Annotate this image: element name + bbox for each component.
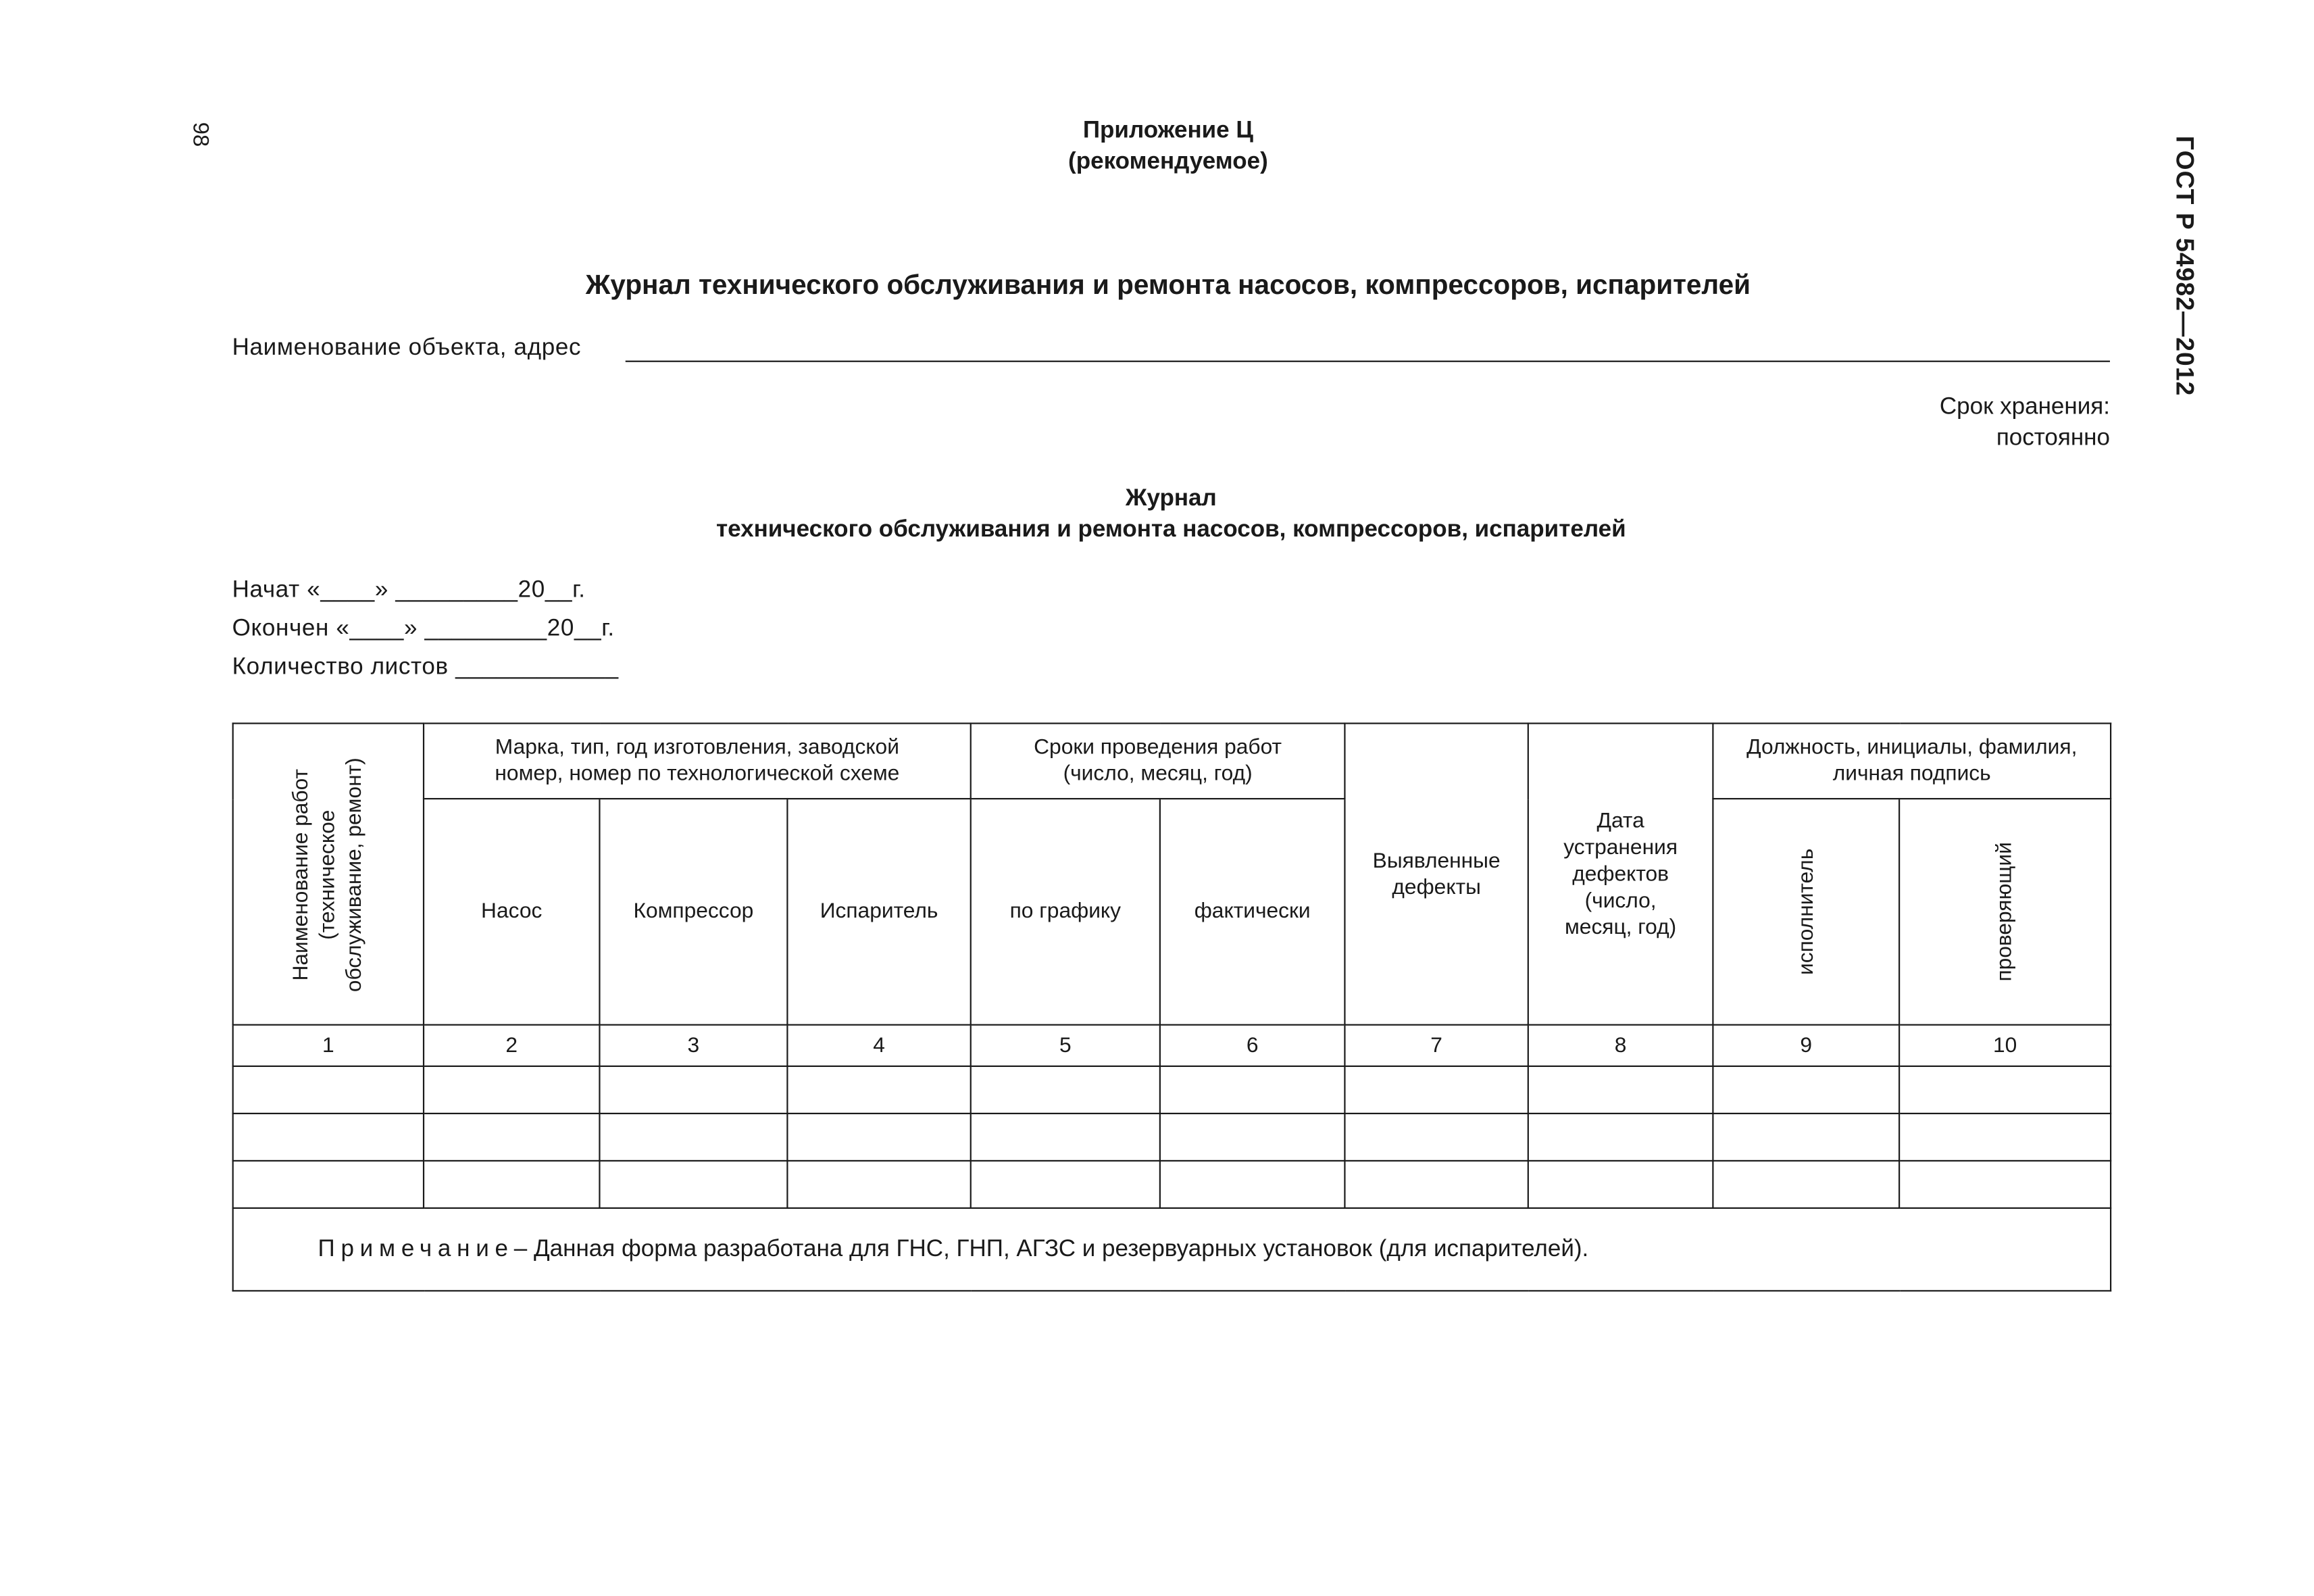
table-cell[interactable]	[787, 1114, 970, 1161]
header-work-name-line: обслуживание, ремонт)	[343, 757, 367, 992]
table-cell[interactable]	[599, 1066, 787, 1114]
column-number: 8	[1528, 1025, 1713, 1066]
note-label: Примечание	[318, 1236, 514, 1262]
journal-title-line1: Журнал	[1125, 486, 1217, 512]
note-cell	[233, 1208, 2111, 1291]
note-text: – Данная форма разработана для ГНС, ГНП, АГЗС и резервуарных установок (для испарителей).	[513, 1236, 1589, 1262]
sheets-field: Количество листов ____________	[232, 654, 619, 680]
main-title: Журнал технического обслуживания и ремонта насосов, компрессоров, испарителей	[585, 269, 1751, 300]
appendix-subtitle: (рекомендуемое)	[1068, 149, 1268, 175]
table-cell[interactable]	[424, 1161, 599, 1208]
header-person-line: Должность, инициалы, фамилия,	[1746, 736, 2078, 760]
note-row	[233, 1208, 2111, 1291]
header-executor-text: исполнитель	[1794, 848, 1818, 975]
object-address-line	[626, 337, 2110, 362]
header-checker-text: проверяющий	[1993, 842, 2017, 982]
table-cell[interactable]	[971, 1161, 1160, 1208]
table-cell[interactable]	[1160, 1161, 1345, 1208]
header-actual: фактически	[1160, 799, 1345, 1025]
table-cell[interactable]	[787, 1161, 970, 1208]
column-number: 10	[1899, 1025, 2111, 1066]
storage-label: Срок хранения:	[1939, 394, 2110, 420]
table-cell[interactable]	[424, 1114, 599, 1161]
column-number: 4	[787, 1025, 970, 1066]
header-pump: Насос	[424, 799, 599, 1025]
page-number: 98	[187, 122, 213, 147]
header-person-line: личная подпись	[1832, 762, 1991, 787]
table-cell[interactable]	[599, 1114, 787, 1161]
object-label: Наименование объекта, адрес	[232, 335, 582, 361]
header-equipment-line: Марка, тип, год изготовления, заводской	[495, 736, 899, 760]
table-cell[interactable]	[1713, 1161, 1899, 1208]
header-work-name	[233, 724, 424, 1025]
table-cell[interactable]	[1899, 1161, 2111, 1208]
header-defects	[1344, 724, 1528, 1025]
table-cell[interactable]	[1160, 1114, 1345, 1161]
header-equipment-line: номер, номер по технологической схеме	[495, 762, 900, 787]
table-cell[interactable]	[787, 1066, 970, 1114]
header-checker	[1899, 799, 2111, 1025]
header-compressor: Компрессор	[599, 799, 787, 1025]
column-number: 5	[971, 1025, 1160, 1066]
journal-title-line2: технического обслуживания и ремонта насосов, компрессоров, испарителей	[715, 517, 1626, 543]
table-cell[interactable]	[971, 1066, 1160, 1114]
table-cell[interactable]	[1528, 1066, 1713, 1114]
table-cell[interactable]	[1344, 1161, 1528, 1208]
column-number: 1	[233, 1025, 424, 1066]
journal-table	[232, 722, 2112, 1291]
table-cell[interactable]	[1528, 1114, 1713, 1161]
table-cell[interactable]	[971, 1114, 1160, 1161]
table-row	[233, 1114, 2111, 1161]
header-evaporator: Испаритель	[787, 799, 970, 1025]
header-fix-date-line: устранения	[1563, 835, 1678, 859]
table-cell[interactable]	[1344, 1114, 1528, 1161]
header-fix-date	[1528, 724, 1713, 1025]
table-cell[interactable]	[1899, 1066, 2111, 1114]
header-fix-date-line: Дата	[1596, 809, 1644, 833]
header-by-schedule: по графику	[971, 799, 1160, 1025]
column-number: 6	[1160, 1025, 1345, 1066]
table-cell[interactable]	[1899, 1114, 2111, 1161]
table-cell[interactable]	[1344, 1066, 1528, 1114]
column-number: 2	[424, 1025, 599, 1066]
appendix-title: Приложение Ц	[1082, 118, 1253, 144]
header-person-group	[1713, 724, 2111, 799]
table-row	[233, 1161, 2111, 1208]
finished-field: Окончен «____» _________20__г.	[232, 616, 615, 642]
started-field: Начат «____» _________20__г.	[232, 578, 586, 603]
table-cell[interactable]	[233, 1114, 424, 1161]
header-equipment-group	[424, 724, 971, 799]
header-dates-group	[971, 724, 1345, 799]
table-cell[interactable]	[1160, 1066, 1345, 1114]
table-row	[233, 1066, 2111, 1114]
header-dates-line: (число, месяц, год)	[1063, 762, 1253, 787]
table-cell[interactable]	[233, 1066, 424, 1114]
header-dates-line: Сроки проведения работ	[1034, 736, 1282, 760]
table-cell[interactable]	[424, 1066, 599, 1114]
table-cell[interactable]	[1528, 1161, 1713, 1208]
header-fix-date-line: дефектов	[1572, 862, 1669, 887]
standard-designation: ГОСТ Р 54982—2012	[2170, 135, 2199, 397]
column-number: 7	[1344, 1025, 1528, 1066]
header-fix-date-line: (число,	[1584, 889, 1657, 913]
header-work-name-line: (техническое	[316, 809, 341, 939]
column-number: 3	[599, 1025, 787, 1066]
table-cell[interactable]	[599, 1161, 787, 1208]
header-defects-line: Выявленные	[1372, 849, 1501, 873]
header-defects-line: дефекты	[1392, 875, 1481, 899]
header-fix-date-line: месяц, год)	[1564, 915, 1677, 939]
table-cell[interactable]	[1713, 1114, 1899, 1161]
table-cell[interactable]	[1713, 1066, 1899, 1114]
column-number: 9	[1713, 1025, 1899, 1066]
header-executor	[1713, 799, 1899, 1025]
column-number-row	[233, 1025, 2111, 1066]
header-work-name-line: Наименование работ	[289, 768, 313, 980]
table-cell[interactable]	[233, 1161, 424, 1208]
storage-value: постоянно	[1996, 425, 2110, 451]
